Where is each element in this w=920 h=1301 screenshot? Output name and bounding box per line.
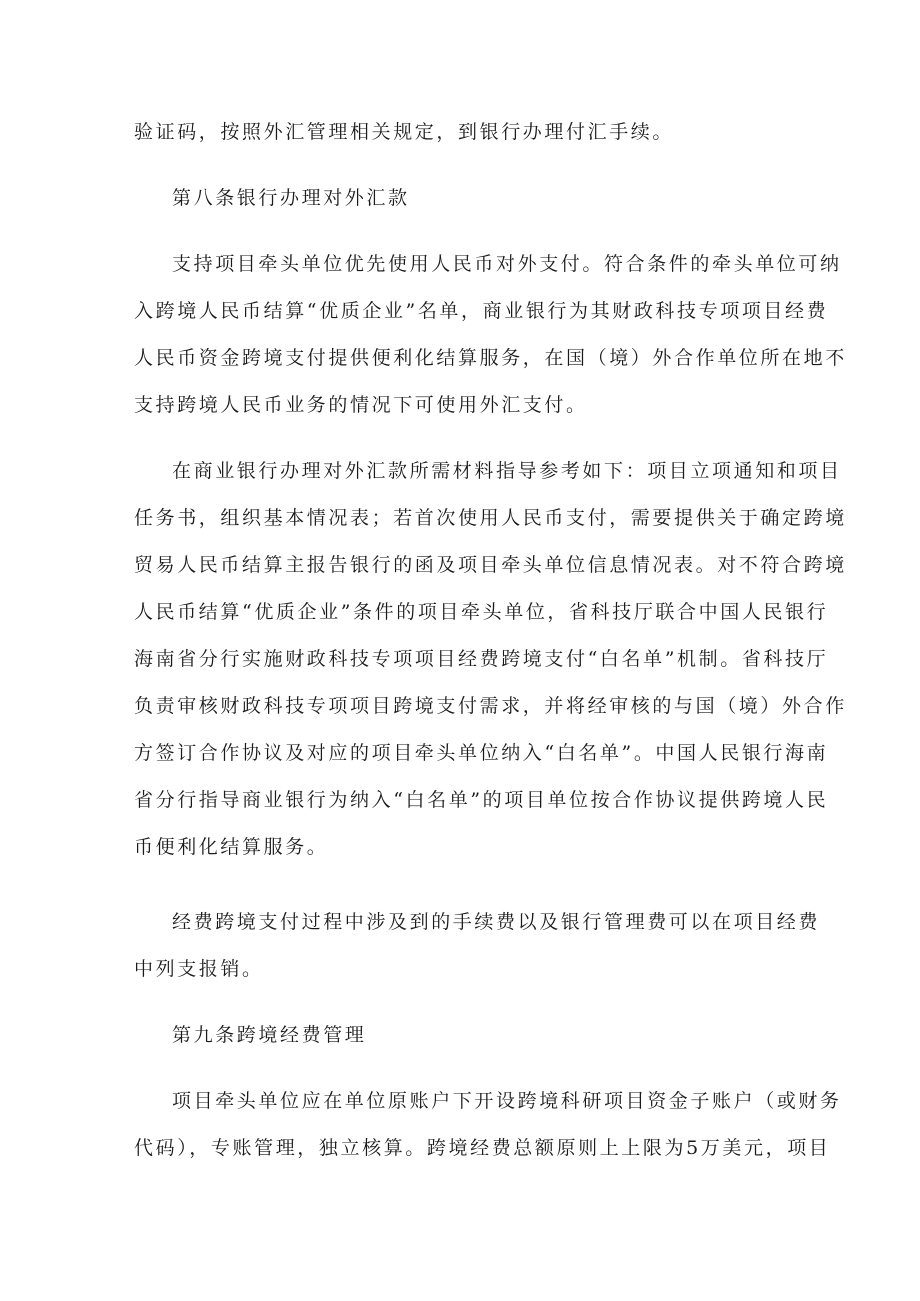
paragraph-line: 省分行指导商业银行为纳入“白名单”的项目单位按合作协议提供跨境人民 [134, 789, 829, 811]
paragraph-line: 代码），专账管理，独立核算。跨境经费总额原则上上限为5万美元，项目 [134, 1137, 831, 1159]
paragraph-line: 人民币资金跨境支付提供便利化结算服务，在国（境）外合作单位所在地不 [134, 347, 847, 369]
paragraph-line: 项目牵头单位应在单位原账户下开设跨境科研项目资金子账户（或财务 [172, 1090, 842, 1112]
paragraph-line: 入跨境人民币结算“优质企业”名单，商业银行为其财政科技专项项目经费 [134, 300, 829, 322]
paragraph-line: 海南省分行实施财政科技专项项目经费跨境支付“白名单”机制。省科技厅 [134, 648, 829, 670]
paragraph-line: 支持项目牵头单位优先使用人民币对外支付。符合条件的牵头单位可纳 [172, 253, 842, 275]
paragraph-line: 经费跨境支付过程中涉及到的手续费以及银行管理费可以在项目经费 [172, 911, 821, 933]
paragraph-line: 任务书，组织基本情况表；若首次使用人民币支付，需要提供关于确定跨境 [134, 507, 847, 529]
paragraph-line: 验证码，按照外汇管理相关规定，到银行办理付汇手续。 [134, 121, 675, 143]
paragraph-line: 人民币结算“优质企业”条件的项目牵头单位，省科技厅联合中国人民银行 [134, 601, 829, 623]
paragraph-line: 中列支报销。 [134, 958, 264, 980]
section-heading-article-8: 第八条银行办理对外汇款 [172, 187, 410, 209]
paragraph-line: 贸易人民币结算主报告银行的函及项目牵头单位信息情况表。对不符合跨境 [134, 554, 847, 576]
paragraph-line: 币便利化结算服务。 [134, 836, 329, 858]
paragraph-line: 方签订合作协议及对应的项目牵头单位纳入“白名单”。中国人民银行海南 [134, 742, 829, 764]
section-heading-article-9: 第九条跨境经费管理 [172, 1024, 367, 1046]
paragraph-line: 支持跨境人民币业务的情况下可使用外汇支付。 [134, 394, 588, 416]
paragraph-line: 在商业银行办理对外汇款所需材料指导参考如下：项目立项通知和项目 [172, 460, 842, 482]
paragraph-line: 负责审核财政科技专项项目跨境支付需求，并将经审核的与国（境）外合作 [134, 695, 847, 717]
